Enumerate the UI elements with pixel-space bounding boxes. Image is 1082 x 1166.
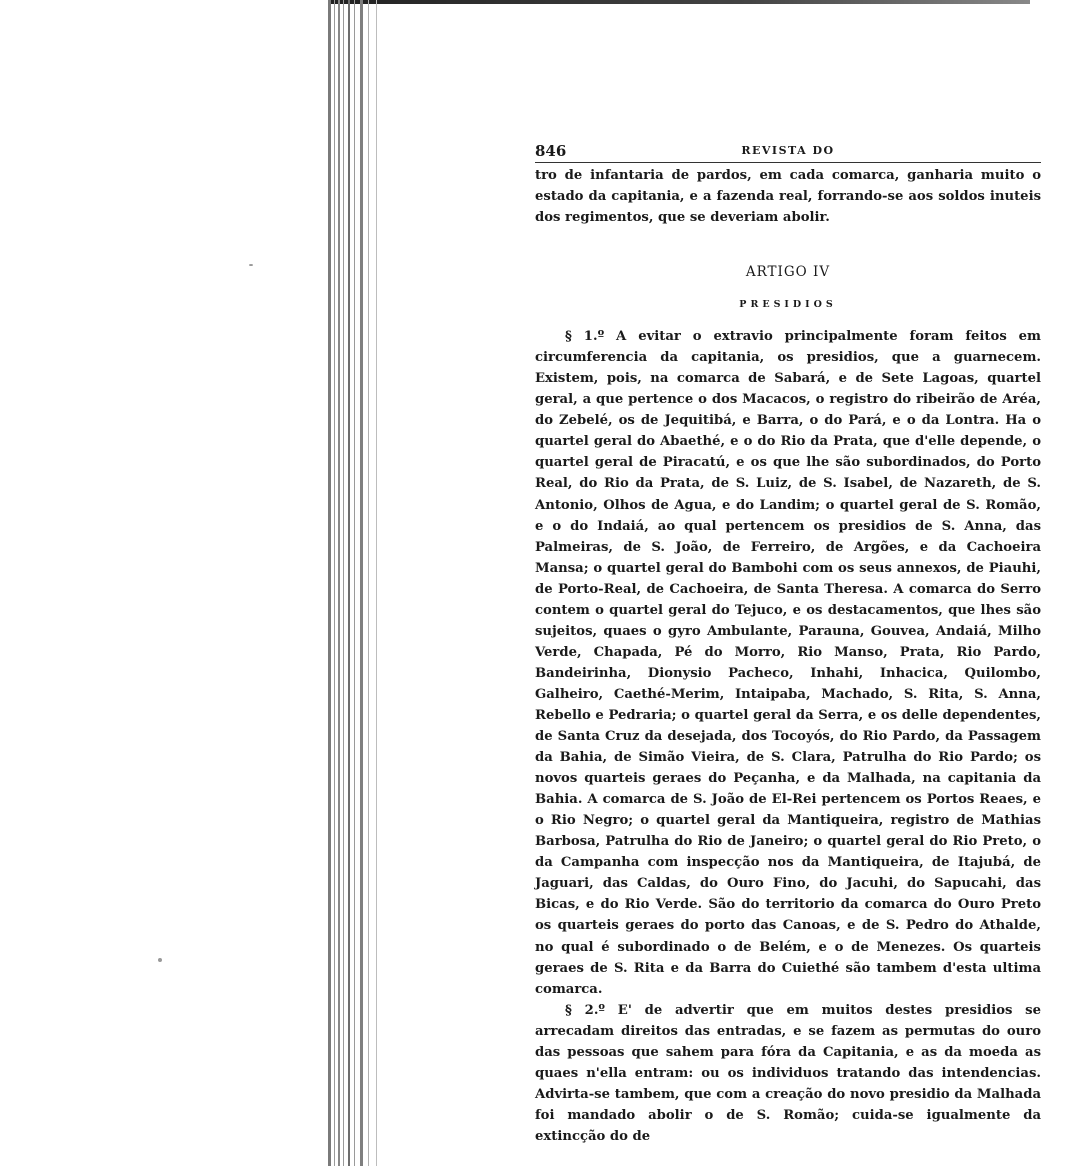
- body-paragraph-1: § 1.º A evitar o extravio principalmente foram feitos em circumferencia da capitania, os presidios, que a guarnecem. Existem, pois, na comarca de Sabará, e de Sete Lagoas, quartel geral, a que pertence o dos Macacos, o registro do ribeirão de Aréa, do Zebelé, os de Jequitibá, e Barra, o do Pará, e o da Lontra. Ha o quartel geral do Abaethé, e o do Rio da Prata, que d'elle depende, o quartel geral de Piracatú, e os que lhe são subordinados, do Porto Real, do Rio da Prata, de S. Luiz, de S. Isabel, de Nazareth, de S. Antonio, Olhos de Agua, e do Landim; o quartel geral de S. Romão, e o do Indaiá, ao qual pertencem os presidios de S. Anna, das Palmeiras, de S. João, de Ferreiro, de Argões, e da Cachoeira Mansa; o quartel geral do Bambohi com os seus annexos, de Piauhi, de Porto-Real, de Cachoeira, de Santa Theresa. A comarca do Serro contem o quartel geral do Tejuco, e os destacamentos, que lhes são sujeitos, quaes o gyro Ambulante, Parauna, Gouvea, Andaiá, Milho Verde, Chapada, Pé do Morro, Rio Manso, Prata, Rio Pardo, Bandeirinha, Dionysio Pacheco, Inhahi, Inhacica, Quilombo, Galheiro, Caethé-Merim, Intaipaba, Machado, S. Rita, S. Anna, Rebello e Pedraria; o quartel geral da Serra, e os delle dependentes, de Santa Cruz da desejada, dos Tocoyós, do Rio Pardo, da Passagem da Bahia, de Simão Vieira, de S. Clara, Patrulha do Rio Pardo; os novos quarteis geraes do Peçanha, e da Malhada, na capitania da Bahia. A comarca de S. João de El-Rei pertencem os Portos Reaes, e o Rio Negro; o quartel geral da Mantiqueira, registro de Mathias Barbosa, Patrulha do Rio de Janeiro; o quartel geral do Rio Preto, o da Campanha com inspecção nos da Mantiqueira, de Itajubá, de Jaguari, das Caldas, do Ouro Fino, do Jacuhi, do Sapucahi, das Bicas, e do Rio Verde. São do territorio da comarca do Ouro Preto os quarteis geraes do porto das Canoas, e de S. Pedro do Athalde, no qual é subordinado o de Belém, e o de Menezes. Os quarteis geraes de S. Rita e da Barra do Cuiethé são tambem d'esta ultima comarca.: [535, 329, 1041, 997]
- book-top-edge: [330, 0, 1030, 4]
- header-rule: [535, 162, 1041, 163]
- book-page: [535, 138, 1041, 1158]
- body-paragraph-2: § 2.º E' de advertir que em muitos destes presidios se arrecadam direitos das entradas, e se fazem as permutas do ouro das pessoas que sahem para fóra da Capitania, e as da moeda as quaes n'ella entram: ou os individuos tratando das intendencias. Advirta-se tambem, que com a creação do novo presidio da Malhada foi mandado abolir o de S. Romão; cuida-se igualmente da extincção do de: [535, 1002, 1041, 1144]
- page-number: 846: [535, 142, 567, 160]
- running-head: [535, 138, 1041, 162]
- section-heading: PRESIDIOS: [739, 299, 837, 311]
- scan-speck: [249, 264, 253, 266]
- continuation-paragraph: tro de infantaria de pardos, em cada comarca, ganharia muito o estado da capitania, e a fazenda real, forrando-se aos soldos inuteis dos regimentos, que se deveriam abolir.: [535, 168, 1041, 226]
- article-heading: ARTIGO IV: [745, 264, 831, 281]
- scan-speck: [158, 958, 162, 962]
- running-title: REVISTA DO: [741, 144, 835, 157]
- book-binding-edge: [324, 0, 386, 1166]
